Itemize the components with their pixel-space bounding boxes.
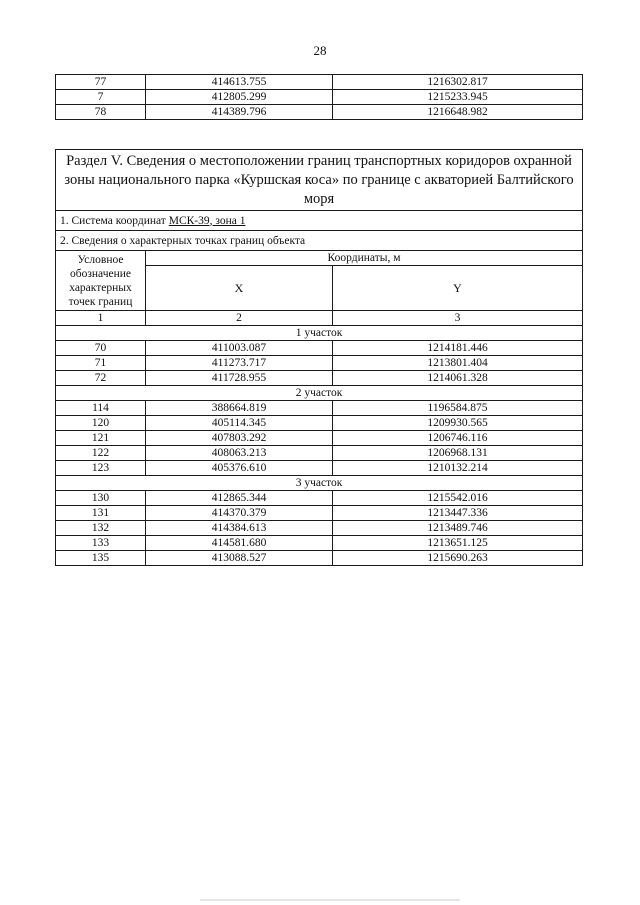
- x-coordinate-cell: 405376.610: [146, 461, 333, 476]
- point-label-header: Условное обозначение характерных точек границ: [56, 251, 146, 311]
- subsection-row: [56, 386, 583, 401]
- x-coordinate-cell: 412805.299: [146, 90, 333, 105]
- y-coordinate-cell: 1209930.565: [333, 416, 583, 431]
- x-coordinate-cell: 411728.955: [146, 371, 333, 386]
- column-number-3: 3: [333, 311, 583, 326]
- coord-system-value: МСК-39, зона 1: [168, 214, 246, 227]
- y-coordinate-cell: 1216648.982: [333, 105, 583, 120]
- y-coordinate-cell: 1213447.336: [333, 506, 583, 521]
- point-id-cell: 72: [56, 371, 146, 386]
- points-info: 2. Сведения о характерных точках границ объекта: [56, 231, 583, 251]
- x-coordinate-cell: 414384.613: [146, 521, 333, 536]
- y-coordinate-cell: 1213801.404: [333, 356, 583, 371]
- y-coordinate-cell: 1215233.945: [333, 90, 583, 105]
- table-row: [56, 356, 583, 371]
- x-coordinate-cell: 407803.292: [146, 431, 333, 446]
- section-title-row: [56, 150, 583, 211]
- point-id-cell: 7: [56, 90, 146, 105]
- subsection-title: 2 участок: [56, 386, 583, 401]
- table-row: [56, 506, 583, 521]
- table-row: [56, 536, 583, 551]
- page-number: 28: [313, 43, 327, 58]
- subsection-title: 3 участок: [56, 476, 583, 491]
- table-row: [56, 341, 583, 356]
- coord-system-cell: [56, 211, 583, 231]
- x-coordinate-cell: 414389.796: [146, 105, 333, 120]
- table-row: [56, 551, 583, 566]
- section-v-table: [55, 149, 583, 566]
- y-coordinate-cell: 1215542.016: [333, 491, 583, 506]
- table-row: [56, 431, 583, 446]
- table-row: [56, 521, 583, 536]
- y-coordinate-cell: 1216302.817: [333, 75, 583, 90]
- x-coordinate-cell: 412865.344: [146, 491, 333, 506]
- table-row: [56, 416, 583, 431]
- y-coordinate-cell: 1215690.263: [333, 551, 583, 566]
- coord-system-row: [56, 211, 583, 231]
- point-id-cell: 78: [56, 105, 146, 120]
- continued-coordinates-body: [56, 75, 583, 120]
- point-id-cell: 133: [56, 536, 146, 551]
- point-id-cell: 123: [56, 461, 146, 476]
- coord-system-prefix: 1. Система координат: [60, 214, 169, 227]
- y-coordinate-cell: 1214181.446: [333, 341, 583, 356]
- y-header: Y: [333, 266, 583, 311]
- section-v-body: [56, 150, 583, 566]
- x-coordinate-cell: 411003.087: [146, 341, 333, 356]
- y-coordinate-cell: 1213651.125: [333, 536, 583, 551]
- x-coordinate-cell: 414613.755: [146, 75, 333, 90]
- table-row: [56, 461, 583, 476]
- column-numbers-row: [56, 311, 583, 326]
- subsection-title: 1 участок: [56, 326, 583, 341]
- header-row-1: [56, 251, 583, 266]
- y-coordinate-cell: 1196584.875: [333, 401, 583, 416]
- subsection-row: [56, 476, 583, 491]
- table-row: [56, 371, 583, 386]
- point-id-cell: 114: [56, 401, 146, 416]
- x-coordinate-cell: 414370.379: [146, 506, 333, 521]
- x-coordinate-cell: 413088.527: [146, 551, 333, 566]
- continued-coordinates-table: [55, 74, 583, 120]
- point-id-cell: 131: [56, 506, 146, 521]
- y-coordinate-cell: 1214061.328: [333, 371, 583, 386]
- x-coordinate-cell: 388664.819: [146, 401, 333, 416]
- table-row: [56, 491, 583, 506]
- table-row: [56, 75, 583, 90]
- table-row: [56, 401, 583, 416]
- x-header: X: [146, 266, 333, 311]
- y-coordinate-cell: 1210132.214: [333, 461, 583, 476]
- y-coordinate-cell: 1206746.116: [333, 431, 583, 446]
- x-coordinate-cell: 405114.345: [146, 416, 333, 431]
- table-row: [56, 90, 583, 105]
- point-id-cell: 135: [56, 551, 146, 566]
- point-id-cell: 130: [56, 491, 146, 506]
- column-number-1: 1: [56, 311, 146, 326]
- y-coordinate-cell: 1206968.131: [333, 446, 583, 461]
- point-id-cell: 70: [56, 341, 146, 356]
- x-coordinate-cell: 414581.680: [146, 536, 333, 551]
- scan-edge-mark: [200, 899, 460, 901]
- section-title: Раздел V. Сведения о местоположении границ транспортных коридоров охранной зоны национального парка «Куршская коса» по границе с акваторией Балтийского моря: [56, 150, 583, 211]
- point-id-cell: 71: [56, 356, 146, 371]
- table-row: [56, 105, 583, 120]
- point-id-cell: 120: [56, 416, 146, 431]
- table-row: [56, 446, 583, 461]
- subsection-row: [56, 326, 583, 341]
- x-coordinate-cell: 411273.717: [146, 356, 333, 371]
- coords-header: Координаты, м: [146, 251, 583, 266]
- point-id-cell: 132: [56, 521, 146, 536]
- point-id-cell: 122: [56, 446, 146, 461]
- point-id-cell: 121: [56, 431, 146, 446]
- point-id-cell: 77: [56, 75, 146, 90]
- x-coordinate-cell: 408063.213: [146, 446, 333, 461]
- points-info-row: [56, 231, 583, 251]
- column-number-2: 2: [146, 311, 333, 326]
- y-coordinate-cell: 1213489.746: [333, 521, 583, 536]
